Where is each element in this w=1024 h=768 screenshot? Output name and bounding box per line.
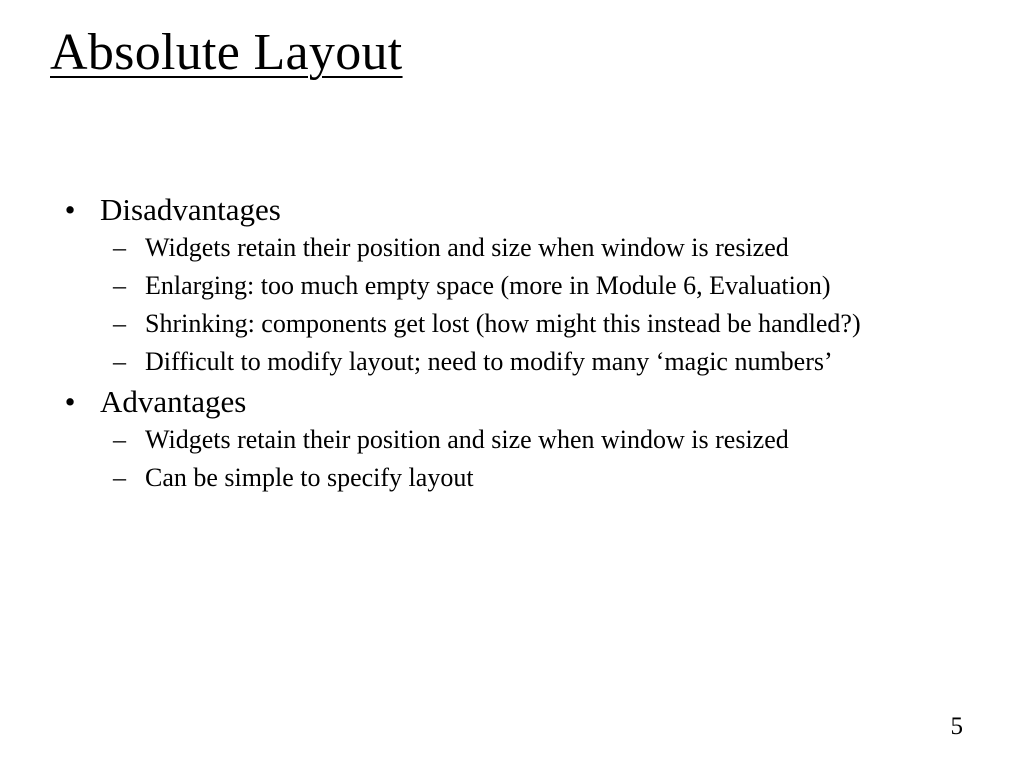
- sub-bullet-glyph: –: [113, 347, 126, 376]
- sub-bullet: [60, 308, 960, 339]
- sub-list-disadvantages: [60, 232, 960, 377]
- bullet-disadvantages: [60, 192, 960, 228]
- sub-bullet-text: Difficult to modify layout; need to modify many ‘magic numbers’: [145, 347, 833, 376]
- sub-bullet-glyph: –: [113, 463, 126, 492]
- sub-bullet: [60, 424, 960, 455]
- sub-bullet-glyph: –: [113, 233, 126, 262]
- sub-bullet-text: Shrinking: components get lost (how might this instead be handled?): [145, 309, 861, 338]
- sub-bullet: [60, 346, 960, 377]
- bullet-advantages: [60, 384, 960, 420]
- bullet-heading-advantages: Advantages: [100, 384, 247, 419]
- sub-bullet-glyph: –: [113, 425, 126, 454]
- bullet-glyph: •: [64, 192, 76, 227]
- slide-body: [60, 192, 960, 500]
- sub-list-advantages: [60, 424, 960, 493]
- sub-bullet-text: Can be simple to specify layout: [145, 463, 474, 492]
- sub-bullet-text: Enlarging: too much empty space (more in Module 6, Evaluation): [145, 271, 831, 300]
- sub-bullet-text: Widgets retain their position and size when window is resized: [145, 233, 789, 262]
- sub-bullet-glyph: –: [113, 309, 126, 338]
- page-number: 5: [950, 713, 963, 740]
- slide-title: Absolute Layout: [50, 24, 403, 81]
- sub-bullet: [60, 462, 960, 493]
- sub-bullet-text: Widgets retain their position and size when window is resized: [145, 425, 789, 454]
- sub-bullet: [60, 232, 960, 263]
- bullet-heading-disadvantages: Disadvantages: [100, 192, 281, 227]
- sub-bullet-glyph: –: [113, 271, 126, 300]
- sub-bullet: [60, 270, 960, 301]
- bullet-glyph: •: [64, 384, 76, 419]
